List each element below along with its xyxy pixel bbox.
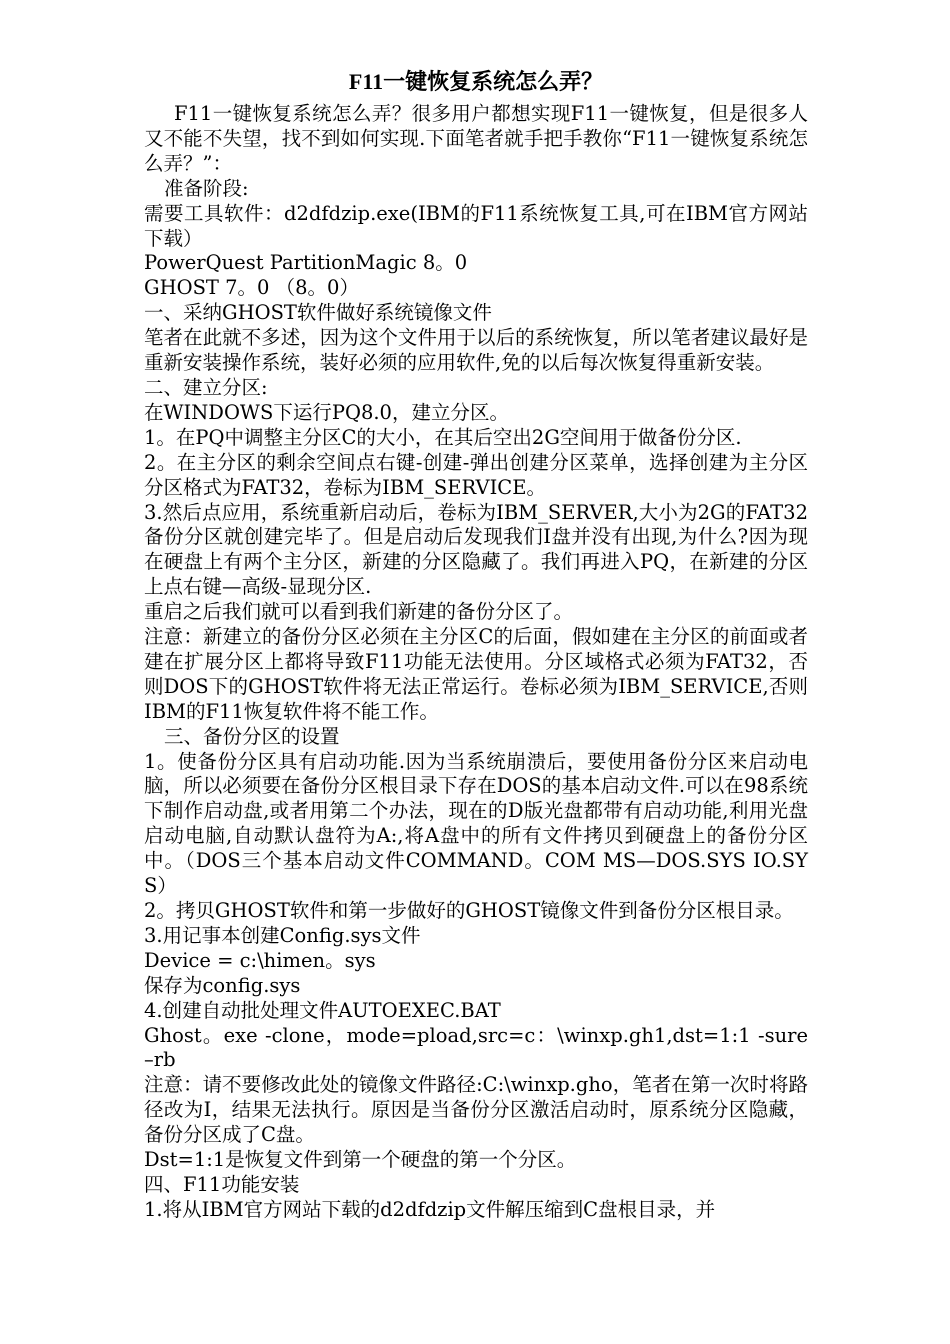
section-heading-4: 四、F11功能安装 <box>144 1172 300 1196</box>
section-3-step-3: 3.用记事本创建Config.sys文件 <box>144 923 421 947</box>
ghost-command-line: Ghost。exe -clone，mode=pload,src=c：\winxp.gh1,dst=1:1 -sure –rb <box>144 1023 808 1072</box>
section-heading-1: 一、采纳GHOST软件做好系统镜像文件 <box>144 301 492 325</box>
dst-explanation: Dst=1:1是恢复文件到第一个硬盘的第一个分区。 <box>144 1148 577 1172</box>
section-heading-2: 二、建立分区: <box>144 375 268 399</box>
section-2-step-2: 2。在主分区的剩余空间点右键-创建-弹出创建分区菜单，选择创建为主分区分区格式为FAT32，卷标为IBM_SERVICE。 <box>144 450 808 499</box>
prep-stage-heading: 准备阶段: <box>164 176 249 200</box>
section-3-step-1: 1。使备份分区具有启动功能.因为当系统崩溃后，要使用备份分区来启动电脑，所以必须要在备份分区根目录下存在DOS的基本启动文件.可以在98系统下制作启动盘,或者用第二个办法，现在的D版光盘都带有启动功能,利用光盘启动电脑,自动默认盘符为A:,将A盘中的所有文件拷贝到硬盘上的备份分区中。（DOS三个基本启动文件COMMAND。COM MS—DOS.SYS IO.SYS） <box>144 749 808 898</box>
section-1-body: 笔者在此就不多述，因为这个文件用于以后的系统恢复，所以笔者建议最好是重新安装操作系统，装好必须的应用软件,免的以后每次恢复得重新安装。 <box>144 326 808 375</box>
document-page <box>144 62 808 1223</box>
intro-paragraph: F11一键恢复系统怎么弄？很多用户都想实现F11一键恢复，但是很多人又不能不失望，找不到如何实现.下面笔者就手把手教你“F11一键恢复系统怎么弄？”： <box>144 102 808 175</box>
section-3-step-2: 2。拷贝GHOST软件和第一步做好的GHOST镜像文件到备份分区根目录。 <box>144 899 794 922</box>
tools-paragraph: 需要工具软件：d2dfdzip.exe(IBM的F11系统恢复工具,可在IBM官方网站下载） <box>144 201 808 250</box>
section-4-step-1: 1.将从IBM官方网站下载的d2dfdzip文件解压缩到C盘根目录，并 <box>144 1197 716 1221</box>
section-2-intro: 在WINDOWS下运行PQ8.0，建立分区。 <box>144 400 509 424</box>
section-3-warning: 注意：请不要修改此处的镜像文件路径:C:\winxp.gho，笔者在第一次时将路径改为I，结果无法执行。原因是当备份分区激活启动时，原系统分区隐藏，备份分区成了C盘。 <box>144 1073 808 1147</box>
tool-partitionmagic: PowerQuest PartitionMagic 8。0 <box>144 251 468 275</box>
section-2-restart-note: 重启之后我们就可以看到我们新建的备份分区了。 <box>144 600 574 624</box>
section-2-warning: 注意：新建立的备份分区必须在主分区C的后面，假如建在主分区的前面或者建在扩展分区上都将导致F11功能无法使用。分区域格式必须为FAT32，否则DOS下的GHOST软件将无法正常运行。卷标必须为IBM_SERVICE,否则IBM的F11恢复软件将不能工作。 <box>144 625 808 723</box>
document-title: F11一键恢复系统怎么弄？ <box>348 69 604 94</box>
section-2-step-1: 1。在PQ中调整主分区C的大小，在其后空出2G空间用于做备份分区. <box>144 425 742 449</box>
section-2-step-3: 3.然后点应用，系统重新启动后，卷标为IBM_SERVER,大小为2G的FAT32备份分区就创建完毕了。但是启动后发现我们I盘并没有出现,为什么?因为现在硬盘上有两个主分区，新建的分区隐藏了。我们再进入PQ，在新建的分区上点右键—高级-显现分区. <box>144 500 808 599</box>
section-heading-3: 三、备份分区的设置 <box>164 724 340 748</box>
tool-ghost: GHOST 7。0 （8。0） <box>144 276 359 300</box>
config-save-line: 保存为config.sys <box>144 973 301 997</box>
section-3-step-4: 4.创建自动批处理文件AUTOEXEC.BAT <box>144 998 501 1022</box>
config-device-line: Device = c:\himen。sys <box>144 948 376 972</box>
